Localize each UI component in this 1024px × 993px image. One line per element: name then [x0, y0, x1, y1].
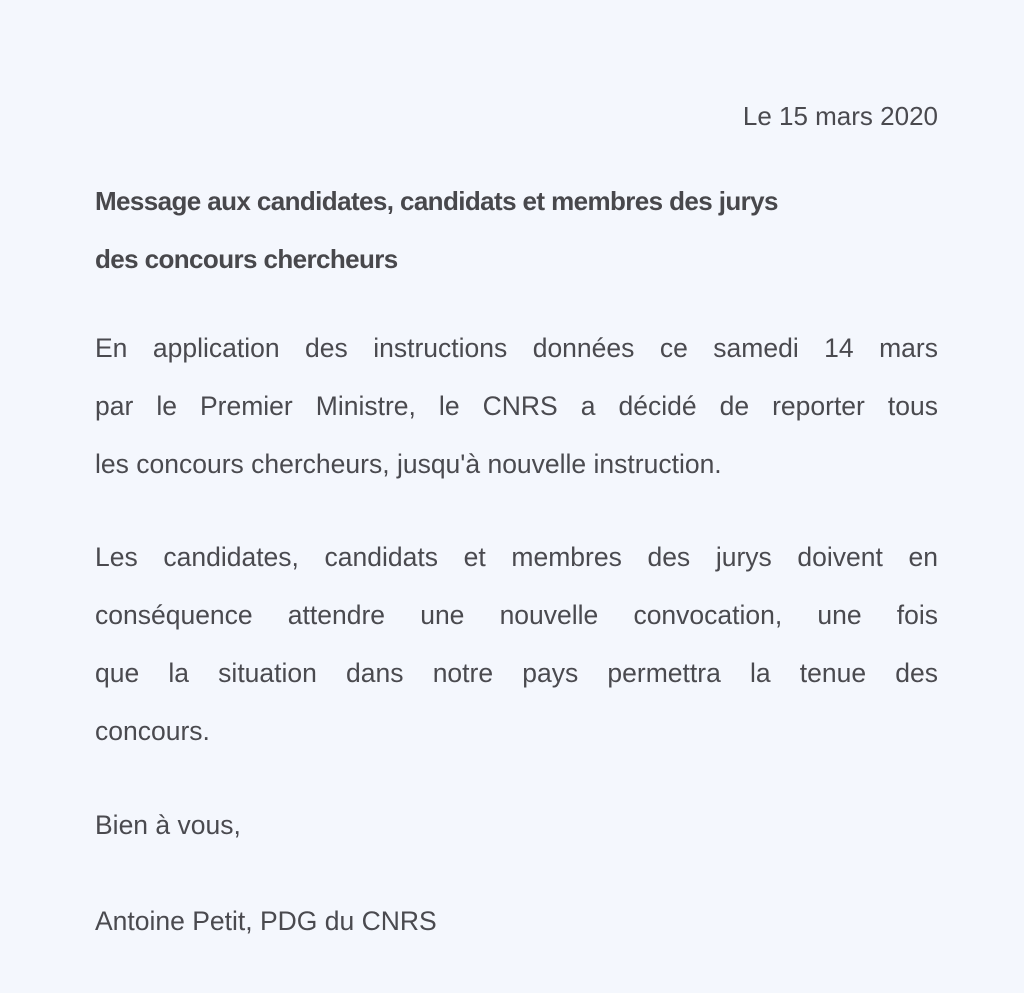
letter-closing: Bien à vous, [95, 810, 241, 840]
subject-line: des concours chercheurs [95, 244, 398, 274]
paragraph-convocation [95, 528, 938, 760]
paragraph-instructions [95, 319, 938, 493]
letter-signature: Antoine Petit, PDG du CNRS [95, 906, 437, 936]
paragraph-line: que la situation dans notre pays permettra la tenue des [95, 658, 938, 688]
paragraph-line: concours. [95, 716, 210, 746]
paragraph-line: par le Premier Ministre, le CNRS a décidé de reporter tous [95, 391, 938, 421]
paragraph-line: conséquence attendre une nouvelle convocation, une fois [95, 600, 938, 630]
paragraph-line: les concours chercheurs, jusqu'à nouvelle instruction. [95, 449, 722, 479]
paragraph-line: En application des instructions données ce samedi 14 mars [95, 333, 938, 363]
letter-subject [95, 172, 938, 288]
letter-date: Le 15 mars 2020 [742, 101, 938, 131]
subject-line: Message aux candidates, candidats et membres des jurys [95, 186, 778, 216]
paragraph-line: Les candidates, candidats et membres des jurys doivent en [95, 542, 938, 572]
